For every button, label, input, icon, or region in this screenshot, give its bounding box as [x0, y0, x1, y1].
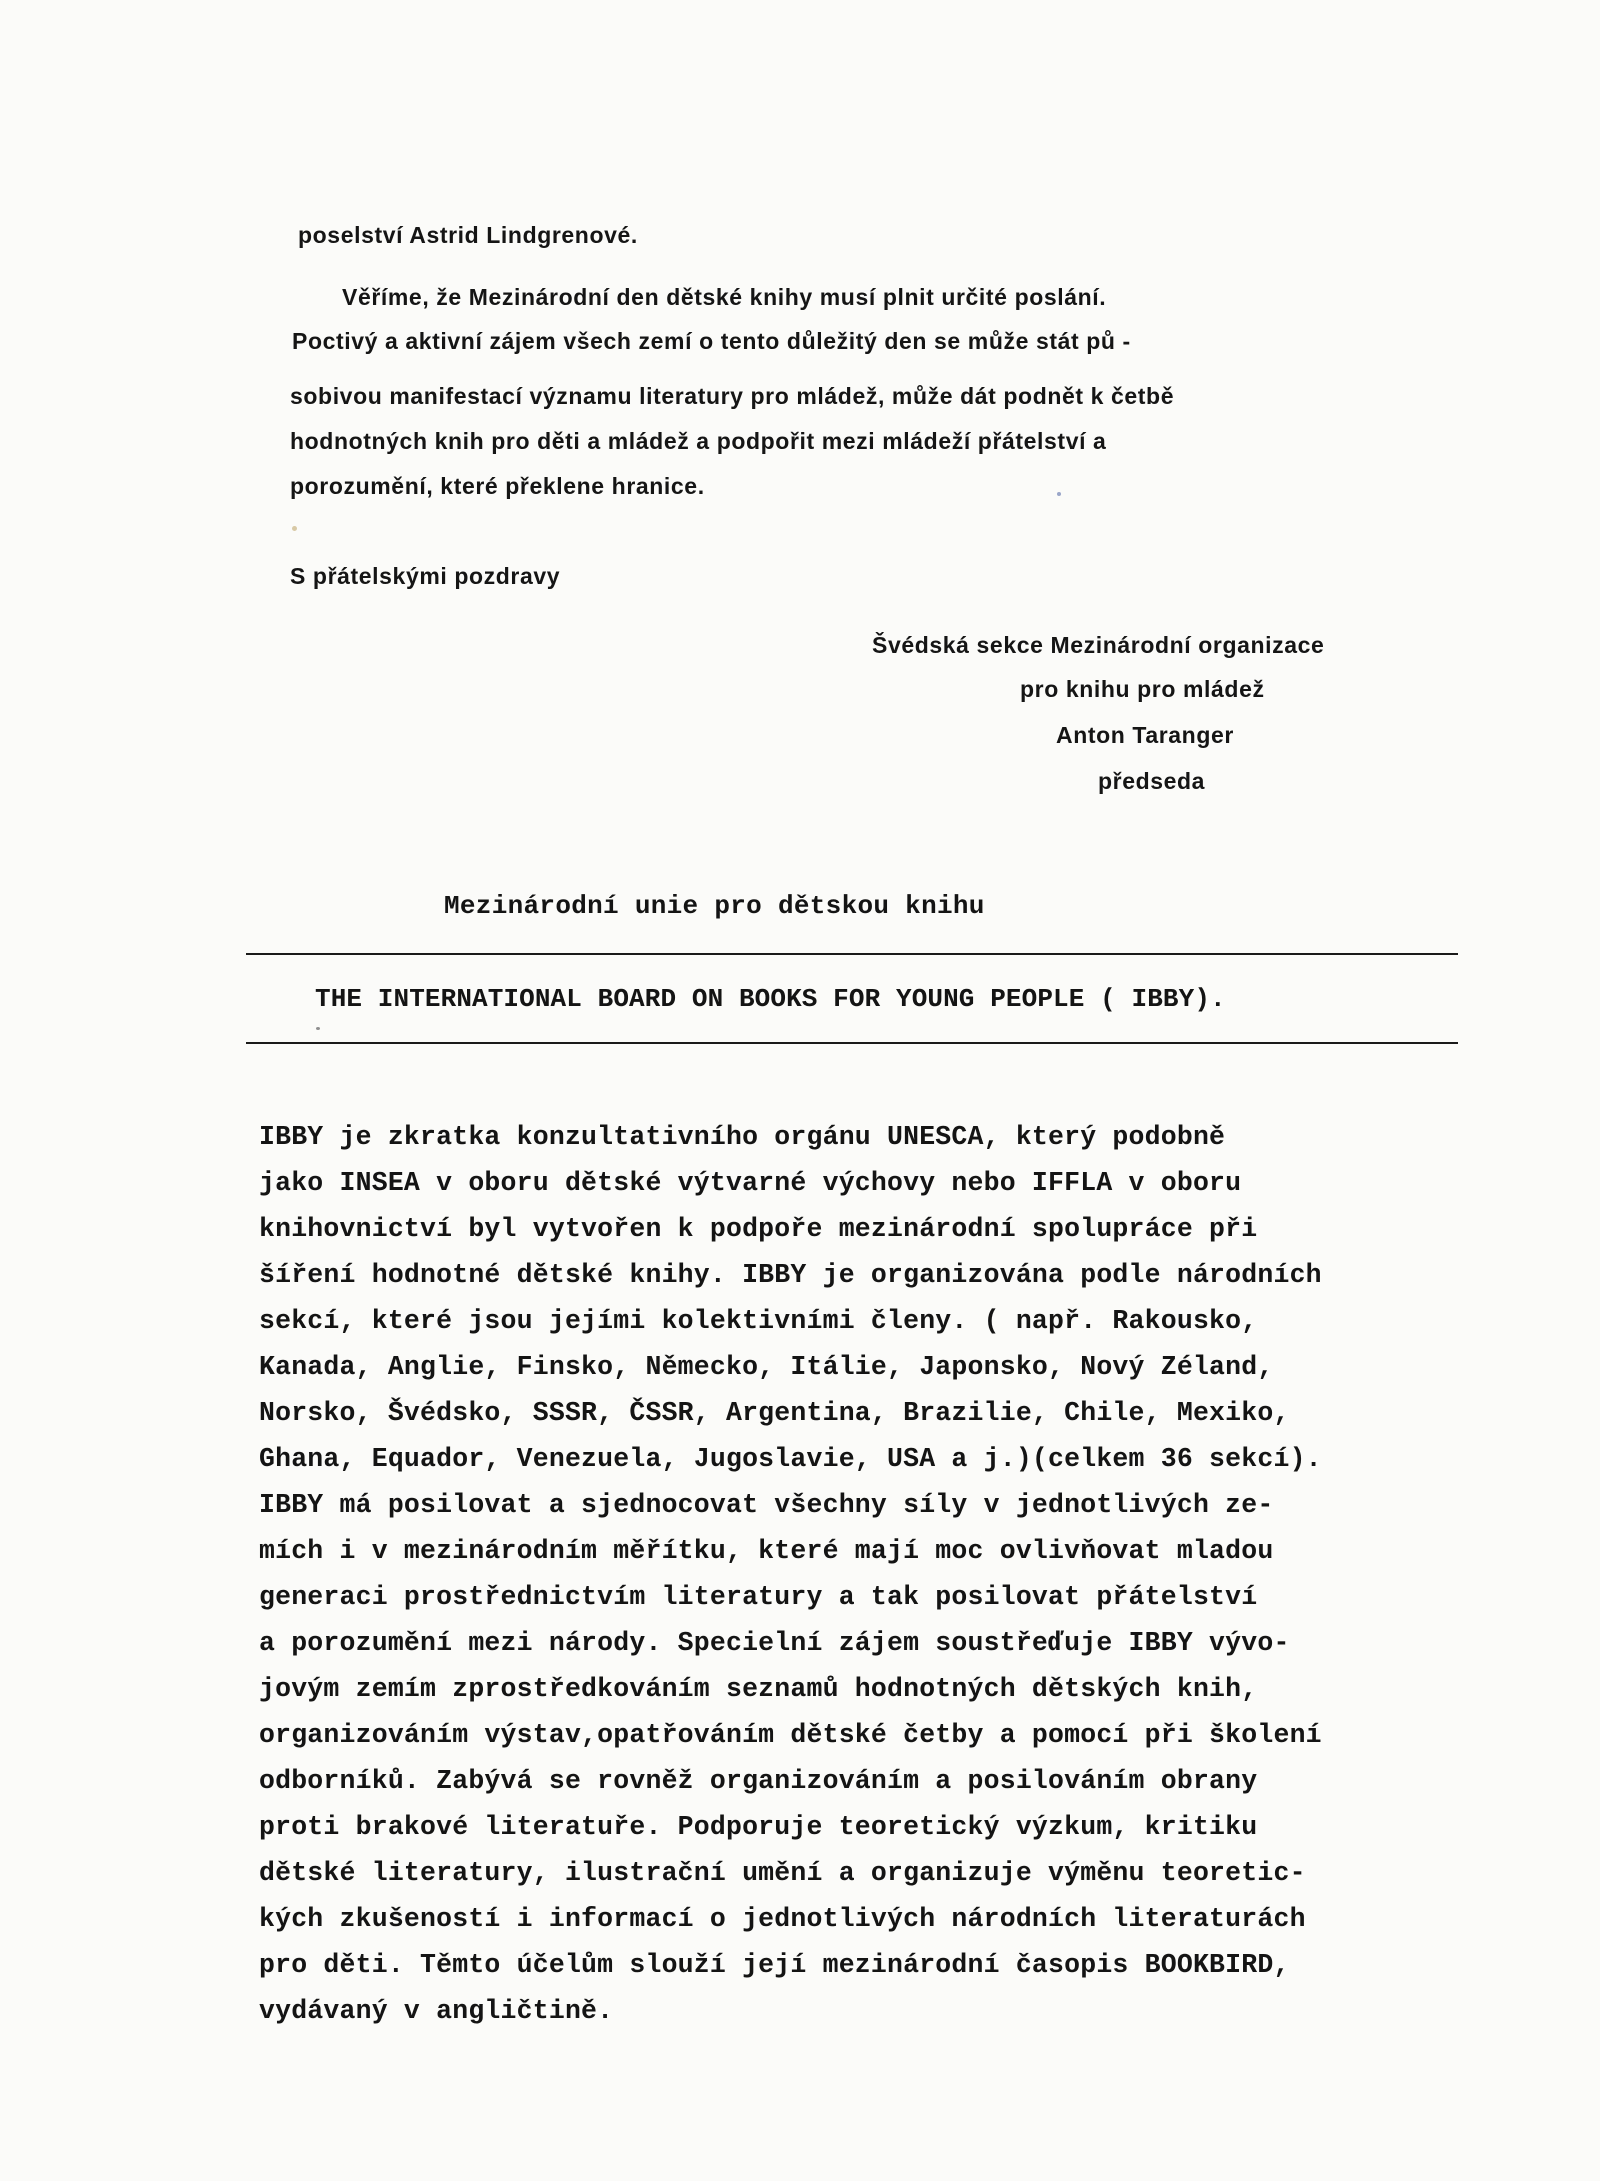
- body-line: vydávaný v angličtině.: [259, 1996, 614, 2026]
- letter-line: hodnotných knih pro děti a mládež a podpořit mezi mládeží přátelství a: [290, 428, 1107, 454]
- signature-line: Švédská sekce Mezinárodní organizace: [872, 632, 1325, 658]
- body-line: odborníků. Zabývá se rovněž organizováním a posilováním obrany: [259, 1766, 1258, 1796]
- letter-line: Poctivý a aktivní zájem všech zemí o tento důležitý den se může stát pů -: [292, 328, 1131, 354]
- scan-speck: [292, 526, 297, 531]
- body-line: šíření hodnotné dětské knihy. IBBY je organizována podle národních: [259, 1260, 1322, 1290]
- body-line: IBBY je zkratka konzultativního orgánu UNESCA, který podobně: [259, 1122, 1226, 1152]
- body-line: Ghana, Equador, Venezuela, Jugoslavie, USA a j.)(celkem 36 sekcí).: [259, 1444, 1322, 1474]
- body-line: a porozumění mezi národy. Specielní zájem soustřeďuje IBBY vývo-: [259, 1628, 1290, 1658]
- body-line: mích i v mezinárodním měřítku, které mají moc ovlivňovat mladou: [259, 1536, 1274, 1566]
- body-line: generaci prostřednictvím literatury a tak posilovat přátelství: [259, 1582, 1258, 1612]
- body-line: proti brakové literatuře. Podporuje teoretický výzkum, kritiku: [259, 1812, 1258, 1842]
- czech-heading: Mezinárodní unie pro dětskou knihu: [444, 891, 985, 921]
- letter-line: Věříme, že Mezinárodní den dětské knihy musí plnit určité poslání.: [342, 284, 1107, 310]
- scan-speck: [1057, 492, 1061, 496]
- body-line: dětské literatury, ilustrační umění a organizuje výměnu teoretic-: [259, 1858, 1306, 1888]
- body-line: Kanada, Anglie, Finsko, Německo, Itálie, Japonsko, Nový Zéland,: [259, 1352, 1274, 1382]
- body-line: organizováním výstav,opatřováním dětské četby a pomocí při školení: [259, 1720, 1322, 1750]
- body-line: jovým zemím zprostředkováním seznamů hodnotných dětských knih,: [259, 1674, 1258, 1704]
- body-line: IBBY má posilovat a sjednocovat všechny síly v jednotlivých ze-: [259, 1490, 1274, 1520]
- scan-speck: [316, 1027, 320, 1030]
- letter-line: poselství Astrid Lindgrenové.: [298, 222, 638, 248]
- body-line: kých zkušeností i informací o jednotlivých národních literaturách: [259, 1904, 1306, 1934]
- body-line: pro děti. Těmto účelům slouží její mezinárodní časopis BOOKBIRD,: [259, 1950, 1290, 1980]
- heading-rule-bottom: [246, 1042, 1458, 1044]
- letter-closing: S přátelskými pozdravy: [290, 563, 561, 589]
- letter-line: sobivou manifestací významu literatury pro mládež, může dát podnět k četbě: [290, 383, 1175, 409]
- signature-line: pro knihu pro mládež: [1020, 676, 1265, 702]
- english-heading: THE INTERNATIONAL BOARD ON BOOKS FOR YOUNG PEOPLE ( IBBY).: [315, 984, 1226, 1014]
- signature-line: Anton Taranger: [1056, 722, 1234, 748]
- body-line: sekcí, které jsou jejími kolektivními členy. ( např. Rakousko,: [259, 1306, 1258, 1336]
- letter-line: porozumění, které překlene hranice.: [290, 473, 705, 499]
- heading-rule-top: [246, 953, 1458, 955]
- body-line: jako INSEA v oboru dětské výtvarné výchovy nebo IFFLA v oboru: [259, 1168, 1242, 1198]
- body-line: knihovnictví byl vytvořen k podpoře mezinárodní spolupráce při: [259, 1214, 1258, 1244]
- signature-line: předseda: [1098, 768, 1206, 794]
- body-line: Norsko, Švédsko, SSSR, ČSSR, Argentina, Brazilie, Chile, Mexiko,: [259, 1398, 1290, 1428]
